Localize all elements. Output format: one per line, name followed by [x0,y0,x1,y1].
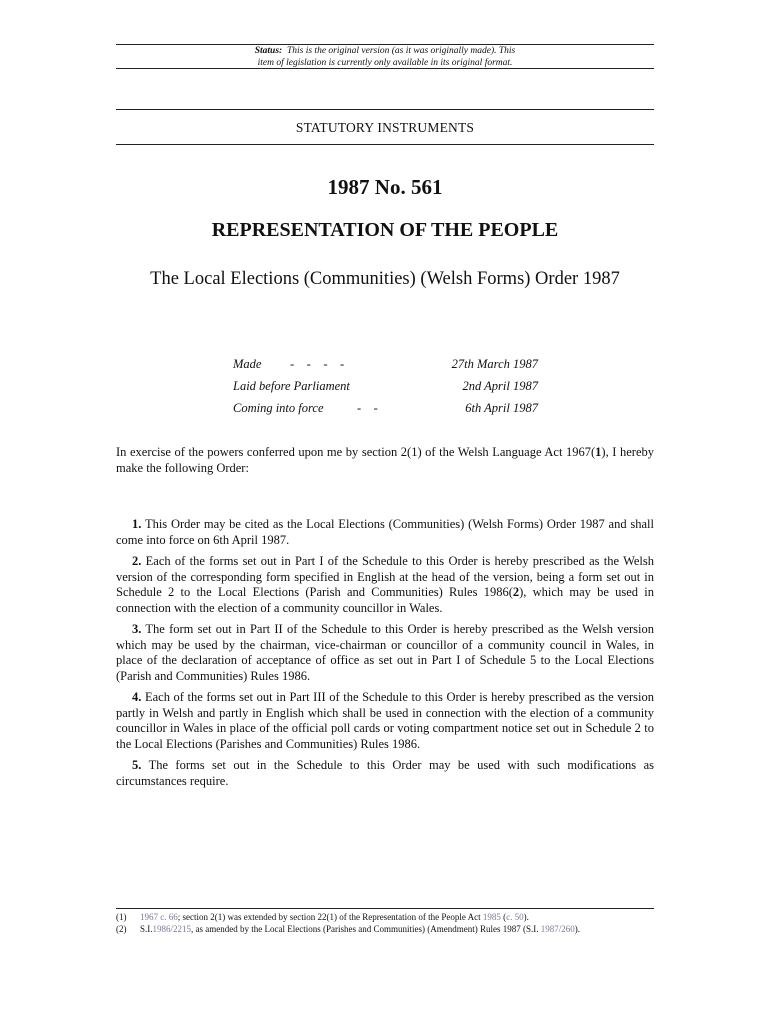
preamble-text-a: In exercise of the powers conferred upon me by section 2(1) of the Welsh Language Act 1967( [116,445,596,459]
footnote-2-link-si-1986[interactable]: 1986/2215 [152,923,192,934]
force-label: Coming into force [233,401,324,415]
article-4 [116,690,654,752]
si-number: 1987 No. 561 [327,175,443,199]
subject-heading: REPRESENTATION OF THE PEOPLE [211,219,559,241]
series-bottom-rule [116,144,654,145]
article-4-number: 4. [132,690,142,704]
article-1-text: This Order may be cited as the Local Elections (Communities) (Welsh Forms) Order 1987 and shall come into force on 6th April 1987. [116,517,654,547]
article-5-text: The forms set out in the Schedule to this Order may be used with such modifications as circumstances require. [116,758,655,788]
series-heading: STATUTORY INSTRUMENTS [295,120,475,135]
footnote-2-text-0: S.I. [140,923,153,934]
footnote-2-link-si-1987[interactable]: 1987/260 [540,923,575,934]
force-dashes: - - [357,401,378,415]
laid-label: Laid before Parliament [233,379,350,393]
article-2-text-a: Each of the forms set out in Part I of the Schedule to this Order is hereby prescribed as the Welsh version of the corresponding form specified in English at the head of the version, being a form set out in Schedule 2 to the Local Elections (Parish and Communities) Rules 1986( [116,554,655,599]
article-1 [116,517,654,548]
article-3-text: The form set out in Part II of the Schedule to this Order is hereby prescribed as the Welsh version which may be used by the chairman, vice-chairman or councillor of a community council in Wales, in place of the declaration of acceptance of office as set out in Part I of Schedule 5 to the Local Elections (Parish and Communities) Rules 1986. [116,622,654,683]
footnote-2-text-2: ). [574,923,580,934]
force-value: 6th April 1987 [465,401,538,415]
status-label: Status: [254,46,283,56]
status-line-1 [116,45,654,57]
footnote-1-link-act-1967[interactable]: 1967 c. 66 [140,912,178,922]
article-2-text-b: ), which may be used in connection with the election of a community councillor in Wales. [116,585,654,615]
article-2 [116,554,654,616]
footnote-1-text-3: ). [523,912,529,922]
made-value: 27th March 1987 [451,357,538,371]
article-2-number: 2. [132,554,142,568]
preamble-text-b: ), I hereby make the following Order: [116,445,654,475]
series-top-rule [116,109,654,110]
date-row-force [233,401,538,423]
dates-table [233,357,538,423]
made-label: Made [233,357,262,371]
date-row-made [233,357,538,379]
article-3 [116,622,654,684]
order-title: The Local Elections (Communities) (Welsh Forms) Order 1987 [150,269,620,289]
preamble [116,444,654,476]
articles [116,517,654,795]
footnote-1-text-2: ( [500,912,507,922]
footnote-1-mark: (1) [116,912,127,922]
status-text-1: This is the original version (as it was originally made). This [286,46,516,56]
article-5-number: 5. [132,758,142,772]
preamble-footnote-ref[interactable]: 1 [595,445,602,459]
article-2-footnote-ref[interactable]: 2 [512,585,520,599]
footnote-2-mark: (2) [116,923,127,934]
footnote-2-text-1: , as amended by the Local Elections (Parishes and Communities) (Amendment) Rules 1987 (S.I. [191,923,541,934]
footnote-1 [116,912,676,924]
footnotes [116,912,676,935]
article-3-number: 3. [132,622,142,636]
made-dashes: - - - - [290,357,345,371]
date-row-laid [233,379,538,401]
article-4-text: Each of the forms set out in Part III of the Schedule to this Order is hereby prescribed as the version partly in Welsh and partly in English which shall be used in connection with the election of a community councillor in Wales in place of the official poll cards or voting compartment notice set out in Schedule 2 to the Local Elections (Parishes and Communities) Rules 1986. [116,690,655,751]
status-line-2: item of legislation is currently only available in its original format. [257,58,513,68]
article-1-number: 1. [132,517,142,531]
footnote-1-text-1: ; section 2(1) was extended by section 22(1) of the Representation of the People Act [177,912,483,922]
footnote-2 [116,924,676,936]
status-bottom-rule [116,68,654,69]
laid-value: 2nd April 1987 [462,379,538,393]
footnote-1-link-c50[interactable]: c. 50 [506,912,524,922]
footnote-rule [116,908,654,909]
article-5 [116,758,654,789]
footnote-1-link-1985[interactable]: 1985 [482,912,501,922]
status-banner [116,45,654,69]
